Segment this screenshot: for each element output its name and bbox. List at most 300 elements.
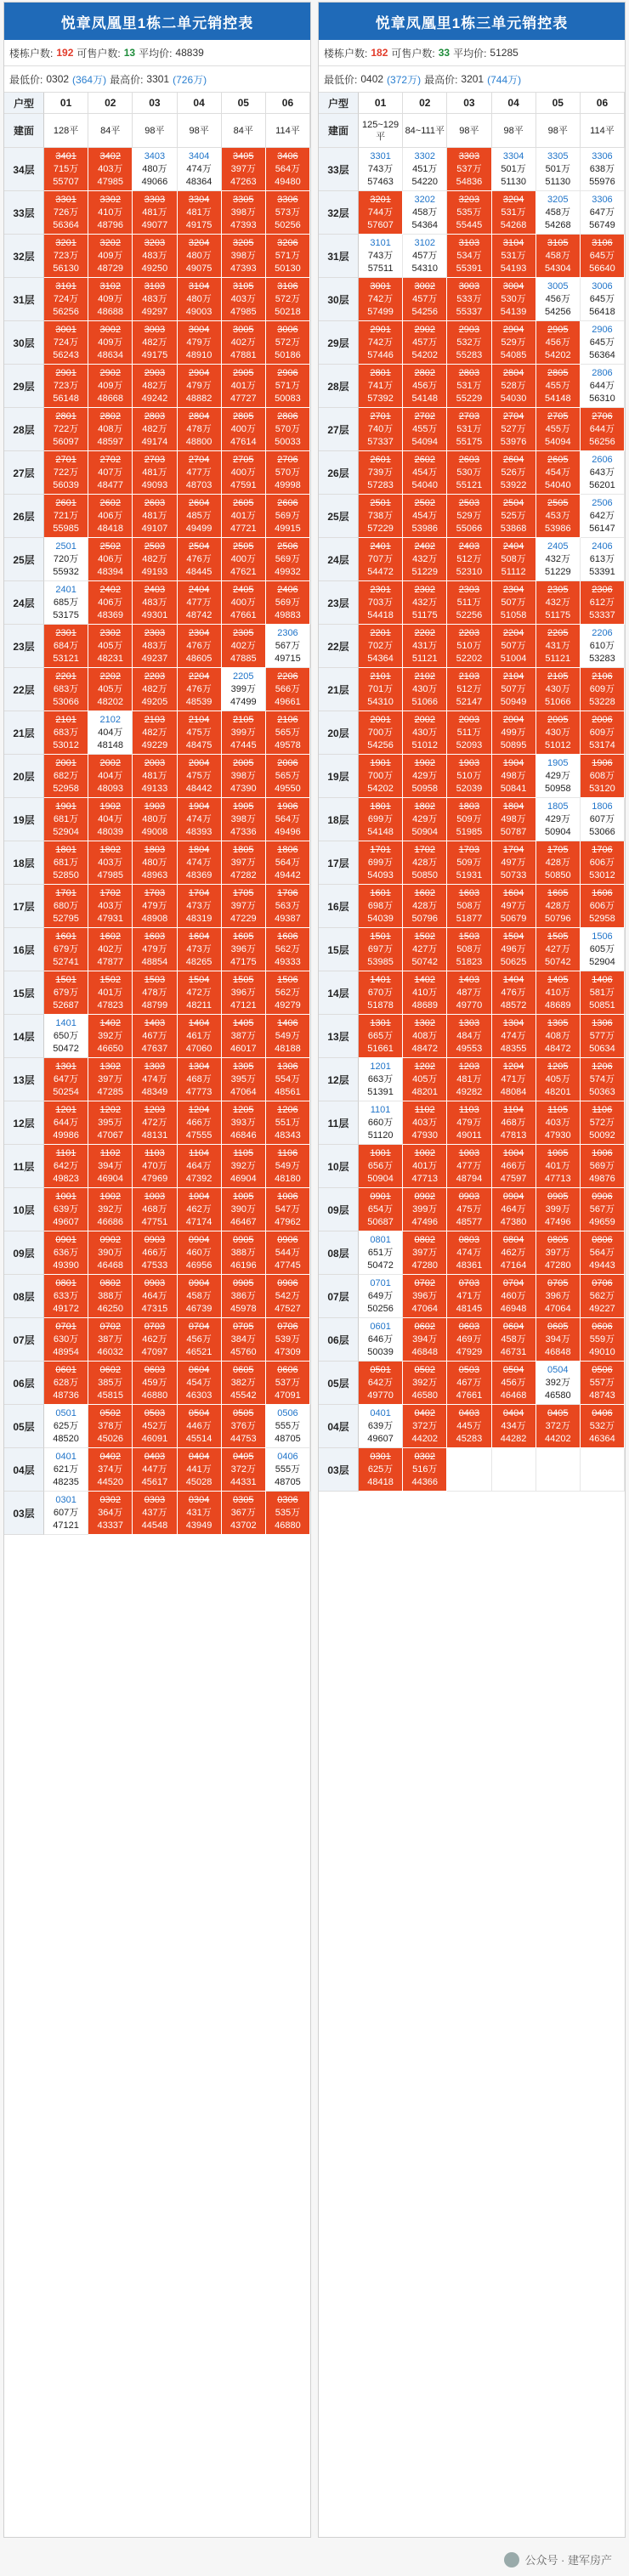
unit-cell-available[interactable] (359, 235, 403, 278)
unit-cell-sold[interactable] (536, 451, 581, 495)
unit-cell-available[interactable] (581, 451, 625, 495)
unit-cell-sold[interactable] (133, 625, 177, 668)
unit-cell-sold[interactable] (133, 278, 177, 321)
unit-cell-sold[interactable] (222, 148, 266, 191)
unit-cell-sold[interactable] (359, 321, 403, 365)
unit-cell-sold[interactable] (536, 625, 581, 668)
unit-cell-sold[interactable] (536, 1188, 581, 1231)
unit-cell-sold[interactable] (133, 711, 177, 755)
unit-cell-sold[interactable] (447, 451, 491, 495)
unit-cell-sold[interactable] (359, 1015, 403, 1058)
unit-cell-sold[interactable] (133, 971, 177, 1015)
unit-cell-sold[interactable] (447, 365, 491, 408)
unit-cell-sold[interactable] (133, 451, 177, 495)
unit-cell-sold[interactable] (403, 1015, 447, 1058)
unit-cell-sold[interactable] (359, 538, 403, 581)
unit-cell-sold[interactable] (581, 755, 625, 798)
unit-cell-sold[interactable] (222, 711, 266, 755)
unit-cell-sold[interactable] (178, 365, 222, 408)
unit-cell-sold[interactable] (447, 1015, 491, 1058)
unit-cell-sold[interactable] (581, 1145, 625, 1188)
unit-cell-sold[interactable] (44, 1101, 88, 1145)
unit-cell-sold[interactable] (266, 1058, 310, 1101)
unit-cell-sold[interactable] (178, 1058, 222, 1101)
unit-cell-sold[interactable] (222, 1448, 266, 1492)
unit-cell-available[interactable] (581, 625, 625, 668)
unit-cell-available[interactable] (178, 148, 222, 191)
unit-cell-sold[interactable] (492, 1318, 536, 1362)
unit-cell-sold[interactable] (403, 1275, 447, 1318)
unit-cell-sold[interactable] (447, 1275, 491, 1318)
unit-cell-sold[interactable] (133, 798, 177, 841)
unit-cell-sold[interactable] (88, 191, 133, 235)
unit-cell-available[interactable] (536, 278, 581, 321)
unit-cell-sold[interactable] (447, 538, 491, 581)
unit-cell-sold[interactable] (536, 711, 581, 755)
unit-cell-sold[interactable] (178, 798, 222, 841)
unit-cell-sold[interactable] (133, 408, 177, 451)
unit-cell-sold[interactable] (447, 1188, 491, 1231)
unit-cell-available[interactable] (266, 1448, 310, 1492)
unit-cell-sold[interactable] (133, 538, 177, 581)
unit-cell-sold[interactable] (581, 408, 625, 451)
unit-cell-sold[interactable] (403, 581, 447, 625)
unit-cell-sold[interactable] (133, 668, 177, 711)
unit-cell-sold[interactable] (403, 1101, 447, 1145)
unit-cell-sold[interactable] (581, 1015, 625, 1058)
unit-cell-sold[interactable] (266, 278, 310, 321)
unit-cell-sold[interactable] (266, 668, 310, 711)
unit-cell-sold[interactable] (133, 1231, 177, 1275)
unit-cell-sold[interactable] (88, 755, 133, 798)
unit-cell-sold[interactable] (88, 1231, 133, 1275)
unit-cell-sold[interactable] (266, 148, 310, 191)
unit-cell-available[interactable] (44, 1492, 88, 1535)
unit-cell-sold[interactable] (44, 1362, 88, 1405)
unit-cell-sold[interactable] (536, 1058, 581, 1101)
unit-cell-sold[interactable] (222, 841, 266, 885)
unit-cell-sold[interactable] (133, 1318, 177, 1362)
unit-cell-sold[interactable] (492, 1145, 536, 1188)
unit-cell-sold[interactable] (403, 971, 447, 1015)
unit-cell-sold[interactable] (581, 1101, 625, 1145)
unit-cell-sold[interactable] (492, 581, 536, 625)
unit-cell-sold[interactable] (44, 278, 88, 321)
unit-cell-sold[interactable] (266, 1492, 310, 1535)
unit-cell-sold[interactable] (266, 495, 310, 538)
unit-cell-sold[interactable] (222, 235, 266, 278)
unit-cell-sold[interactable] (222, 451, 266, 495)
unit-cell-sold[interactable] (222, 928, 266, 971)
unit-cell-sold[interactable] (359, 1188, 403, 1231)
unit-cell-sold[interactable] (133, 321, 177, 365)
unit-cell-sold[interactable] (359, 451, 403, 495)
unit-cell-sold[interactable] (447, 191, 491, 235)
unit-cell-sold[interactable] (359, 365, 403, 408)
unit-cell-sold[interactable] (359, 581, 403, 625)
unit-cell-sold[interactable] (266, 841, 310, 885)
unit-cell-sold[interactable] (403, 885, 447, 928)
unit-cell-sold[interactable] (178, 1188, 222, 1231)
unit-cell-sold[interactable] (133, 885, 177, 928)
unit-cell-sold[interactable] (447, 1101, 491, 1145)
unit-cell-sold[interactable] (447, 711, 491, 755)
unit-cell-sold[interactable] (403, 711, 447, 755)
unit-cell-sold[interactable] (447, 625, 491, 668)
unit-cell-sold[interactable] (133, 1188, 177, 1231)
unit-cell-sold[interactable] (88, 1318, 133, 1362)
unit-cell-sold[interactable] (403, 928, 447, 971)
unit-cell-sold[interactable] (178, 1231, 222, 1275)
unit-cell-sold[interactable] (536, 495, 581, 538)
unit-cell-sold[interactable] (359, 885, 403, 928)
unit-cell-sold[interactable] (266, 365, 310, 408)
unit-cell-sold[interactable] (178, 1101, 222, 1145)
unit-cell-sold[interactable] (581, 581, 625, 625)
unit-cell-available[interactable] (581, 495, 625, 538)
unit-cell-sold[interactable] (447, 1362, 491, 1405)
unit-cell-sold[interactable] (88, 408, 133, 451)
unit-cell-sold[interactable] (403, 798, 447, 841)
unit-cell-sold[interactable] (492, 841, 536, 885)
unit-cell-sold[interactable] (222, 755, 266, 798)
unit-cell-sold[interactable] (44, 668, 88, 711)
unit-cell-sold[interactable] (133, 1101, 177, 1145)
unit-cell-sold[interactable] (447, 755, 491, 798)
unit-cell-sold[interactable] (403, 1405, 447, 1448)
unit-cell-sold[interactable] (222, 538, 266, 581)
unit-cell-sold[interactable] (492, 928, 536, 971)
unit-cell-sold[interactable] (492, 538, 536, 581)
unit-cell-sold[interactable] (492, 625, 536, 668)
unit-cell-sold[interactable] (447, 928, 491, 971)
unit-cell-sold[interactable] (44, 148, 88, 191)
unit-cell-sold[interactable] (492, 1101, 536, 1145)
unit-cell-sold[interactable] (44, 711, 88, 755)
unit-cell-sold[interactable] (266, 538, 310, 581)
unit-cell-sold[interactable] (222, 1275, 266, 1318)
unit-cell-available[interactable] (44, 1405, 88, 1448)
unit-cell-sold[interactable] (536, 1145, 581, 1188)
unit-cell-sold[interactable] (178, 235, 222, 278)
unit-cell-sold[interactable] (222, 365, 266, 408)
unit-cell-available[interactable] (536, 191, 581, 235)
unit-cell-available[interactable] (403, 148, 447, 191)
unit-cell-sold[interactable] (492, 755, 536, 798)
unit-cell-sold[interactable] (133, 365, 177, 408)
unit-cell-sold[interactable] (359, 798, 403, 841)
unit-cell-sold[interactable] (536, 971, 581, 1015)
unit-cell-sold[interactable] (88, 538, 133, 581)
unit-cell-sold[interactable] (492, 711, 536, 755)
unit-cell-sold[interactable] (222, 581, 266, 625)
unit-cell-sold[interactable] (222, 321, 266, 365)
unit-cell-sold[interactable] (536, 928, 581, 971)
unit-cell-sold[interactable] (88, 625, 133, 668)
unit-cell-sold[interactable] (536, 235, 581, 278)
unit-cell-available[interactable] (403, 191, 447, 235)
unit-cell-sold[interactable] (44, 1188, 88, 1231)
unit-cell-sold[interactable] (222, 1231, 266, 1275)
unit-cell-sold[interactable] (447, 1405, 491, 1448)
unit-cell-sold[interactable] (44, 1231, 88, 1275)
unit-cell-available[interactable] (359, 1405, 403, 1448)
unit-cell-sold[interactable] (266, 971, 310, 1015)
unit-cell-sold[interactable] (536, 1405, 581, 1448)
unit-cell-sold[interactable] (222, 191, 266, 235)
unit-cell-sold[interactable] (492, 278, 536, 321)
unit-cell-sold[interactable] (44, 928, 88, 971)
unit-cell-sold[interactable] (44, 191, 88, 235)
unit-cell-sold[interactable] (536, 841, 581, 885)
unit-cell-sold[interactable] (581, 668, 625, 711)
unit-cell-sold[interactable] (359, 495, 403, 538)
unit-cell-sold[interactable] (403, 1448, 447, 1492)
unit-cell-sold[interactable] (178, 885, 222, 928)
unit-cell-sold[interactable] (133, 1058, 177, 1101)
unit-cell-sold[interactable] (222, 1058, 266, 1101)
unit-cell-sold[interactable] (403, 755, 447, 798)
unit-cell-sold[interactable] (536, 1015, 581, 1058)
unit-cell-sold[interactable] (581, 235, 625, 278)
unit-cell-sold[interactable] (359, 928, 403, 971)
unit-cell-sold[interactable] (492, 1188, 536, 1231)
unit-cell-sold[interactable] (536, 408, 581, 451)
unit-cell-available[interactable] (44, 581, 88, 625)
unit-cell-sold[interactable] (133, 235, 177, 278)
unit-cell-available[interactable] (581, 278, 625, 321)
unit-cell-sold[interactable] (447, 278, 491, 321)
unit-cell-sold[interactable] (222, 625, 266, 668)
unit-cell-sold[interactable] (222, 1318, 266, 1362)
unit-cell-sold[interactable] (447, 885, 491, 928)
unit-cell-sold[interactable] (266, 1318, 310, 1362)
unit-cell-sold[interactable] (492, 408, 536, 451)
unit-cell-sold[interactable] (581, 1318, 625, 1362)
unit-cell-sold[interactable] (447, 1145, 491, 1188)
unit-cell-sold[interactable] (44, 798, 88, 841)
unit-cell-sold[interactable] (266, 451, 310, 495)
unit-cell-sold[interactable] (266, 885, 310, 928)
unit-cell-sold[interactable] (359, 971, 403, 1015)
unit-cell-sold[interactable] (44, 408, 88, 451)
unit-cell-available[interactable] (581, 148, 625, 191)
unit-cell-sold[interactable] (492, 1275, 536, 1318)
unit-cell-sold[interactable] (178, 191, 222, 235)
unit-cell-sold[interactable] (88, 1448, 133, 1492)
unit-cell-sold[interactable] (222, 1188, 266, 1231)
unit-cell-sold[interactable] (266, 1188, 310, 1231)
unit-cell-sold[interactable] (536, 581, 581, 625)
unit-cell-sold[interactable] (266, 1145, 310, 1188)
unit-cell-sold[interactable] (492, 451, 536, 495)
unit-cell-sold[interactable] (266, 1101, 310, 1145)
unit-cell-sold[interactable] (178, 755, 222, 798)
unit-cell-sold[interactable] (133, 1405, 177, 1448)
unit-cell-sold[interactable] (536, 321, 581, 365)
unit-cell-available[interactable] (581, 928, 625, 971)
unit-cell-sold[interactable] (222, 1492, 266, 1535)
unit-cell-sold[interactable] (581, 1362, 625, 1405)
unit-cell-sold[interactable] (266, 1015, 310, 1058)
unit-cell-sold[interactable] (447, 581, 491, 625)
unit-cell-available[interactable] (581, 321, 625, 365)
unit-cell-available[interactable] (222, 668, 266, 711)
unit-cell-sold[interactable] (536, 1318, 581, 1362)
unit-cell-sold[interactable] (178, 841, 222, 885)
unit-cell-sold[interactable] (266, 755, 310, 798)
unit-cell-sold[interactable] (447, 798, 491, 841)
unit-cell-sold[interactable] (44, 885, 88, 928)
unit-cell-sold[interactable] (178, 1275, 222, 1318)
unit-cell-sold[interactable] (44, 1145, 88, 1188)
unit-cell-sold[interactable] (178, 1362, 222, 1405)
unit-cell-sold[interactable] (222, 408, 266, 451)
unit-cell-sold[interactable] (44, 1318, 88, 1362)
unit-cell-available[interactable] (492, 148, 536, 191)
unit-cell-sold[interactable] (581, 841, 625, 885)
unit-cell-sold[interactable] (403, 1058, 447, 1101)
unit-cell-sold[interactable] (447, 1318, 491, 1362)
unit-cell-available[interactable] (581, 191, 625, 235)
unit-cell-sold[interactable] (88, 1362, 133, 1405)
unit-cell-sold[interactable] (581, 1275, 625, 1318)
unit-cell-sold[interactable] (222, 971, 266, 1015)
unit-cell-sold[interactable] (222, 1362, 266, 1405)
unit-cell-sold[interactable] (492, 1058, 536, 1101)
unit-cell-sold[interactable] (88, 1145, 133, 1188)
unit-cell-sold[interactable] (359, 841, 403, 885)
unit-cell-sold[interactable] (178, 711, 222, 755)
unit-cell-sold[interactable] (178, 1405, 222, 1448)
unit-cell-available[interactable] (359, 1058, 403, 1101)
unit-cell-sold[interactable] (44, 971, 88, 1015)
unit-cell-sold[interactable] (44, 235, 88, 278)
unit-cell-sold[interactable] (133, 755, 177, 798)
unit-cell-available[interactable] (44, 538, 88, 581)
unit-cell-sold[interactable] (133, 581, 177, 625)
unit-cell-sold[interactable] (178, 1145, 222, 1188)
unit-cell-sold[interactable] (88, 1405, 133, 1448)
unit-cell-sold[interactable] (222, 1145, 266, 1188)
unit-cell-sold[interactable] (403, 495, 447, 538)
unit-cell-sold[interactable] (359, 1362, 403, 1405)
unit-cell-sold[interactable] (133, 1275, 177, 1318)
unit-cell-sold[interactable] (88, 1058, 133, 1101)
unit-cell-sold[interactable] (178, 1492, 222, 1535)
unit-cell-sold[interactable] (266, 321, 310, 365)
unit-cell-sold[interactable] (88, 278, 133, 321)
unit-cell-sold[interactable] (492, 885, 536, 928)
unit-cell-sold[interactable] (88, 1275, 133, 1318)
unit-cell-sold[interactable] (88, 1101, 133, 1145)
unit-cell-sold[interactable] (581, 1188, 625, 1231)
unit-cell-sold[interactable] (266, 235, 310, 278)
unit-cell-sold[interactable] (266, 1231, 310, 1275)
unit-cell-sold[interactable] (492, 365, 536, 408)
unit-cell-sold[interactable] (492, 1405, 536, 1448)
unit-cell-available[interactable] (581, 538, 625, 581)
unit-cell-sold[interactable] (222, 885, 266, 928)
unit-cell-sold[interactable] (266, 1275, 310, 1318)
unit-cell-sold[interactable] (133, 191, 177, 235)
unit-cell-sold[interactable] (403, 1188, 447, 1231)
unit-cell-sold[interactable] (581, 1405, 625, 1448)
unit-cell-sold[interactable] (403, 365, 447, 408)
unit-cell-sold[interactable] (447, 668, 491, 711)
unit-cell-available[interactable] (536, 755, 581, 798)
unit-cell-available[interactable] (359, 1231, 403, 1275)
unit-cell-sold[interactable] (536, 1275, 581, 1318)
unit-cell-sold[interactable] (447, 235, 491, 278)
unit-cell-sold[interactable] (222, 798, 266, 841)
unit-cell-sold[interactable] (222, 495, 266, 538)
unit-cell-sold[interactable] (359, 1145, 403, 1188)
unit-cell-available[interactable] (536, 148, 581, 191)
unit-cell-available[interactable] (536, 798, 581, 841)
unit-cell-sold[interactable] (178, 625, 222, 668)
unit-cell-sold[interactable] (359, 191, 403, 235)
unit-cell-sold[interactable] (359, 668, 403, 711)
unit-cell-available[interactable] (536, 1362, 581, 1405)
unit-cell-sold[interactable] (88, 321, 133, 365)
unit-cell-sold[interactable] (492, 235, 536, 278)
unit-cell-sold[interactable] (178, 321, 222, 365)
unit-cell-sold[interactable] (88, 668, 133, 711)
unit-cell-sold[interactable] (178, 451, 222, 495)
unit-cell-sold[interactable] (581, 711, 625, 755)
unit-cell-sold[interactable] (403, 625, 447, 668)
unit-cell-sold[interactable] (492, 668, 536, 711)
unit-cell-sold[interactable] (403, 1362, 447, 1405)
unit-cell-sold[interactable] (447, 321, 491, 365)
unit-cell-available[interactable] (44, 1015, 88, 1058)
unit-cell-sold[interactable] (492, 495, 536, 538)
unit-cell-sold[interactable] (178, 495, 222, 538)
unit-cell-sold[interactable] (133, 1015, 177, 1058)
unit-cell-available[interactable] (44, 1448, 88, 1492)
unit-cell-sold[interactable] (133, 928, 177, 971)
unit-cell-sold[interactable] (403, 278, 447, 321)
unit-cell-sold[interactable] (359, 1448, 403, 1492)
unit-cell-available[interactable] (359, 1101, 403, 1145)
unit-cell-sold[interactable] (88, 365, 133, 408)
unit-cell-available[interactable] (359, 148, 403, 191)
unit-cell-sold[interactable] (447, 1058, 491, 1101)
unit-cell-sold[interactable] (447, 841, 491, 885)
unit-cell-sold[interactable] (492, 1231, 536, 1275)
unit-cell-sold[interactable] (447, 1231, 491, 1275)
unit-cell-sold[interactable] (178, 408, 222, 451)
unit-cell-sold[interactable] (403, 321, 447, 365)
unit-cell-sold[interactable] (581, 1231, 625, 1275)
unit-cell-sold[interactable] (266, 581, 310, 625)
unit-cell-available[interactable] (266, 625, 310, 668)
unit-cell-sold[interactable] (88, 971, 133, 1015)
unit-cell-sold[interactable] (492, 1015, 536, 1058)
unit-cell-sold[interactable] (44, 321, 88, 365)
unit-cell-sold[interactable] (178, 1015, 222, 1058)
unit-cell-sold[interactable] (403, 451, 447, 495)
unit-cell-sold[interactable] (492, 321, 536, 365)
unit-cell-sold[interactable] (266, 408, 310, 451)
unit-cell-sold[interactable] (178, 1318, 222, 1362)
unit-cell-sold[interactable] (536, 668, 581, 711)
unit-cell-sold[interactable] (403, 1231, 447, 1275)
unit-cell-sold[interactable] (178, 278, 222, 321)
unit-cell-sold[interactable] (133, 1362, 177, 1405)
unit-cell-sold[interactable] (266, 711, 310, 755)
